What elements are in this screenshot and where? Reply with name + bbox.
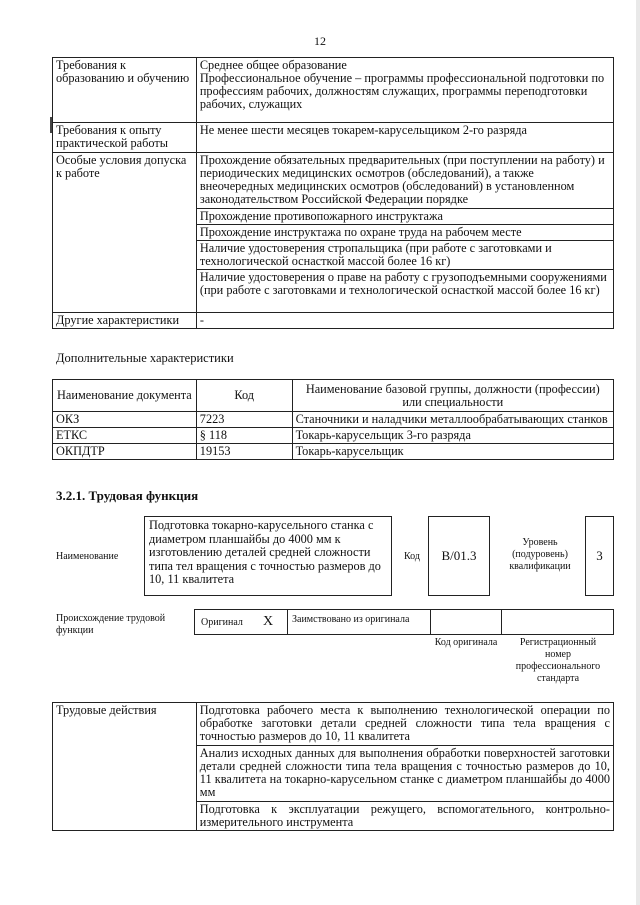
table-cell: ОКПДТР <box>53 444 197 460</box>
code-label: Код <box>404 551 420 562</box>
column-header: Наименование документа <box>53 380 197 412</box>
reg-number-label: Регистрационный номер профессионального стандарта <box>515 637 601 684</box>
row-value: Наличие удостоверения стропальщика (при работе с заготовками и технологической оснасткой массой более 16 кг) <box>196 241 613 270</box>
additional-heading: Дополнительные характеристики <box>56 351 234 365</box>
table-cell: 19153 <box>196 444 292 460</box>
function-name: Подготовка токарно-карусельного станка с диаметром планшайбы до 4000 мм к изготовлению деталей средней сложности типа тел вращения с точностью размеров до 10, 11 квалитета <box>144 516 392 596</box>
row-value: Не менее шести месяцев токарем-карусельщиком 2-го разряда <box>196 123 613 153</box>
page-number: 12 <box>314 34 326 48</box>
table-cell: Токарь-карусельщик <box>292 444 613 460</box>
table-row <box>53 58 614 123</box>
name-label: Наименование <box>56 551 119 562</box>
row-label: Требования к опыту практической работы <box>53 123 197 153</box>
table-cell: Токарь-карусельщик 3-го разряда <box>292 428 613 444</box>
original-mark: X <box>263 614 274 629</box>
row-label: Трудовые действия <box>53 703 197 831</box>
table-cell: 7223 <box>196 412 292 428</box>
table-row <box>53 123 614 153</box>
table-row <box>53 153 614 209</box>
action-item: Анализ исходных данных для выполнения обработки поверхностей заготовки детали средней сложности типа тела вращения с точностью размеров до 10, 11 квалитета на токарно-карусельном станке с диаметром планшайбы до 4000 мм <box>196 746 613 802</box>
table-row <box>53 412 614 428</box>
additional-table <box>52 379 614 460</box>
row-label: Другие характеристики <box>53 313 197 329</box>
row-value: - <box>196 313 613 329</box>
column-header: Наименование базовой группы, должности (профессии) или специальности <box>292 380 613 412</box>
row-value: Среднее общее образование Профессиональное обучение – программы профессиональной подготовки по профессиям рабочих, должностям служащих, программы переподготовки рабочих, служащих <box>196 58 613 123</box>
table-row <box>53 444 614 460</box>
table-cell: ОКЗ <box>53 412 197 428</box>
table-header-row <box>53 380 614 412</box>
row-value: Прохождение инструктажа по охране труда на рабочем месте <box>196 225 613 241</box>
scan-edge <box>636 0 640 905</box>
row-label: Требования к образованию и обучению <box>53 58 197 123</box>
row-value: Наличие удостоверения о праве на работу с грузоподъемными сооружениями (при работе с заготовками и технологической оснасткой массой более 16 кг) <box>196 270 613 313</box>
origin-label: Происхождение трудовой функции <box>56 613 166 636</box>
table-cell: § 118 <box>196 428 292 444</box>
borrowed-cell <box>287 609 431 635</box>
column-header: Код <box>196 380 292 412</box>
action-item: Подготовка к эксплуатации режущего, вспомогательного, контрольно-измерительного инструмента <box>196 802 613 831</box>
function-level: 3 <box>585 516 614 596</box>
table-row <box>53 313 614 329</box>
level-label: Уровень (подуровень) квалификации <box>509 537 571 572</box>
row-value: Прохождение противопожарного инструктажа <box>196 209 613 225</box>
original-label: Оригинал <box>201 617 243 628</box>
table-row <box>53 428 614 444</box>
original-cell <box>194 609 288 635</box>
table-cell: ЕТКС <box>53 428 197 444</box>
borrowed-label: Заимствовано из оригинала <box>292 614 410 625</box>
function-code: В/01.3 <box>428 516 490 596</box>
actions-table <box>52 702 614 831</box>
section-title: 3.2.1. Трудовая функция <box>56 488 199 503</box>
row-value: Прохождение обязательных предварительных (при поступлении на работу) и периодических медицинских осмотров (обследований), а также внеочередных медицинских осмотров (обследований) в установленном законодательством Российской Федерации порядке <box>196 153 613 209</box>
orig-code-cell <box>430 609 502 635</box>
table-cell: Станочники и наладчики металлообрабатывающих станков <box>292 412 613 428</box>
orig-code-label: Код оригинала <box>434 637 498 648</box>
reg-number-cell <box>501 609 614 635</box>
row-label: Особые условия допуска к работе <box>53 153 197 313</box>
table-row <box>53 703 614 746</box>
requirements-table <box>52 57 614 329</box>
action-item: Подготовка рабочего места к выполнению технологической операции по обработке заготовки детали средней сложности типа тела вращения с точностью размеров до 10, 11 квалитета <box>196 703 613 746</box>
